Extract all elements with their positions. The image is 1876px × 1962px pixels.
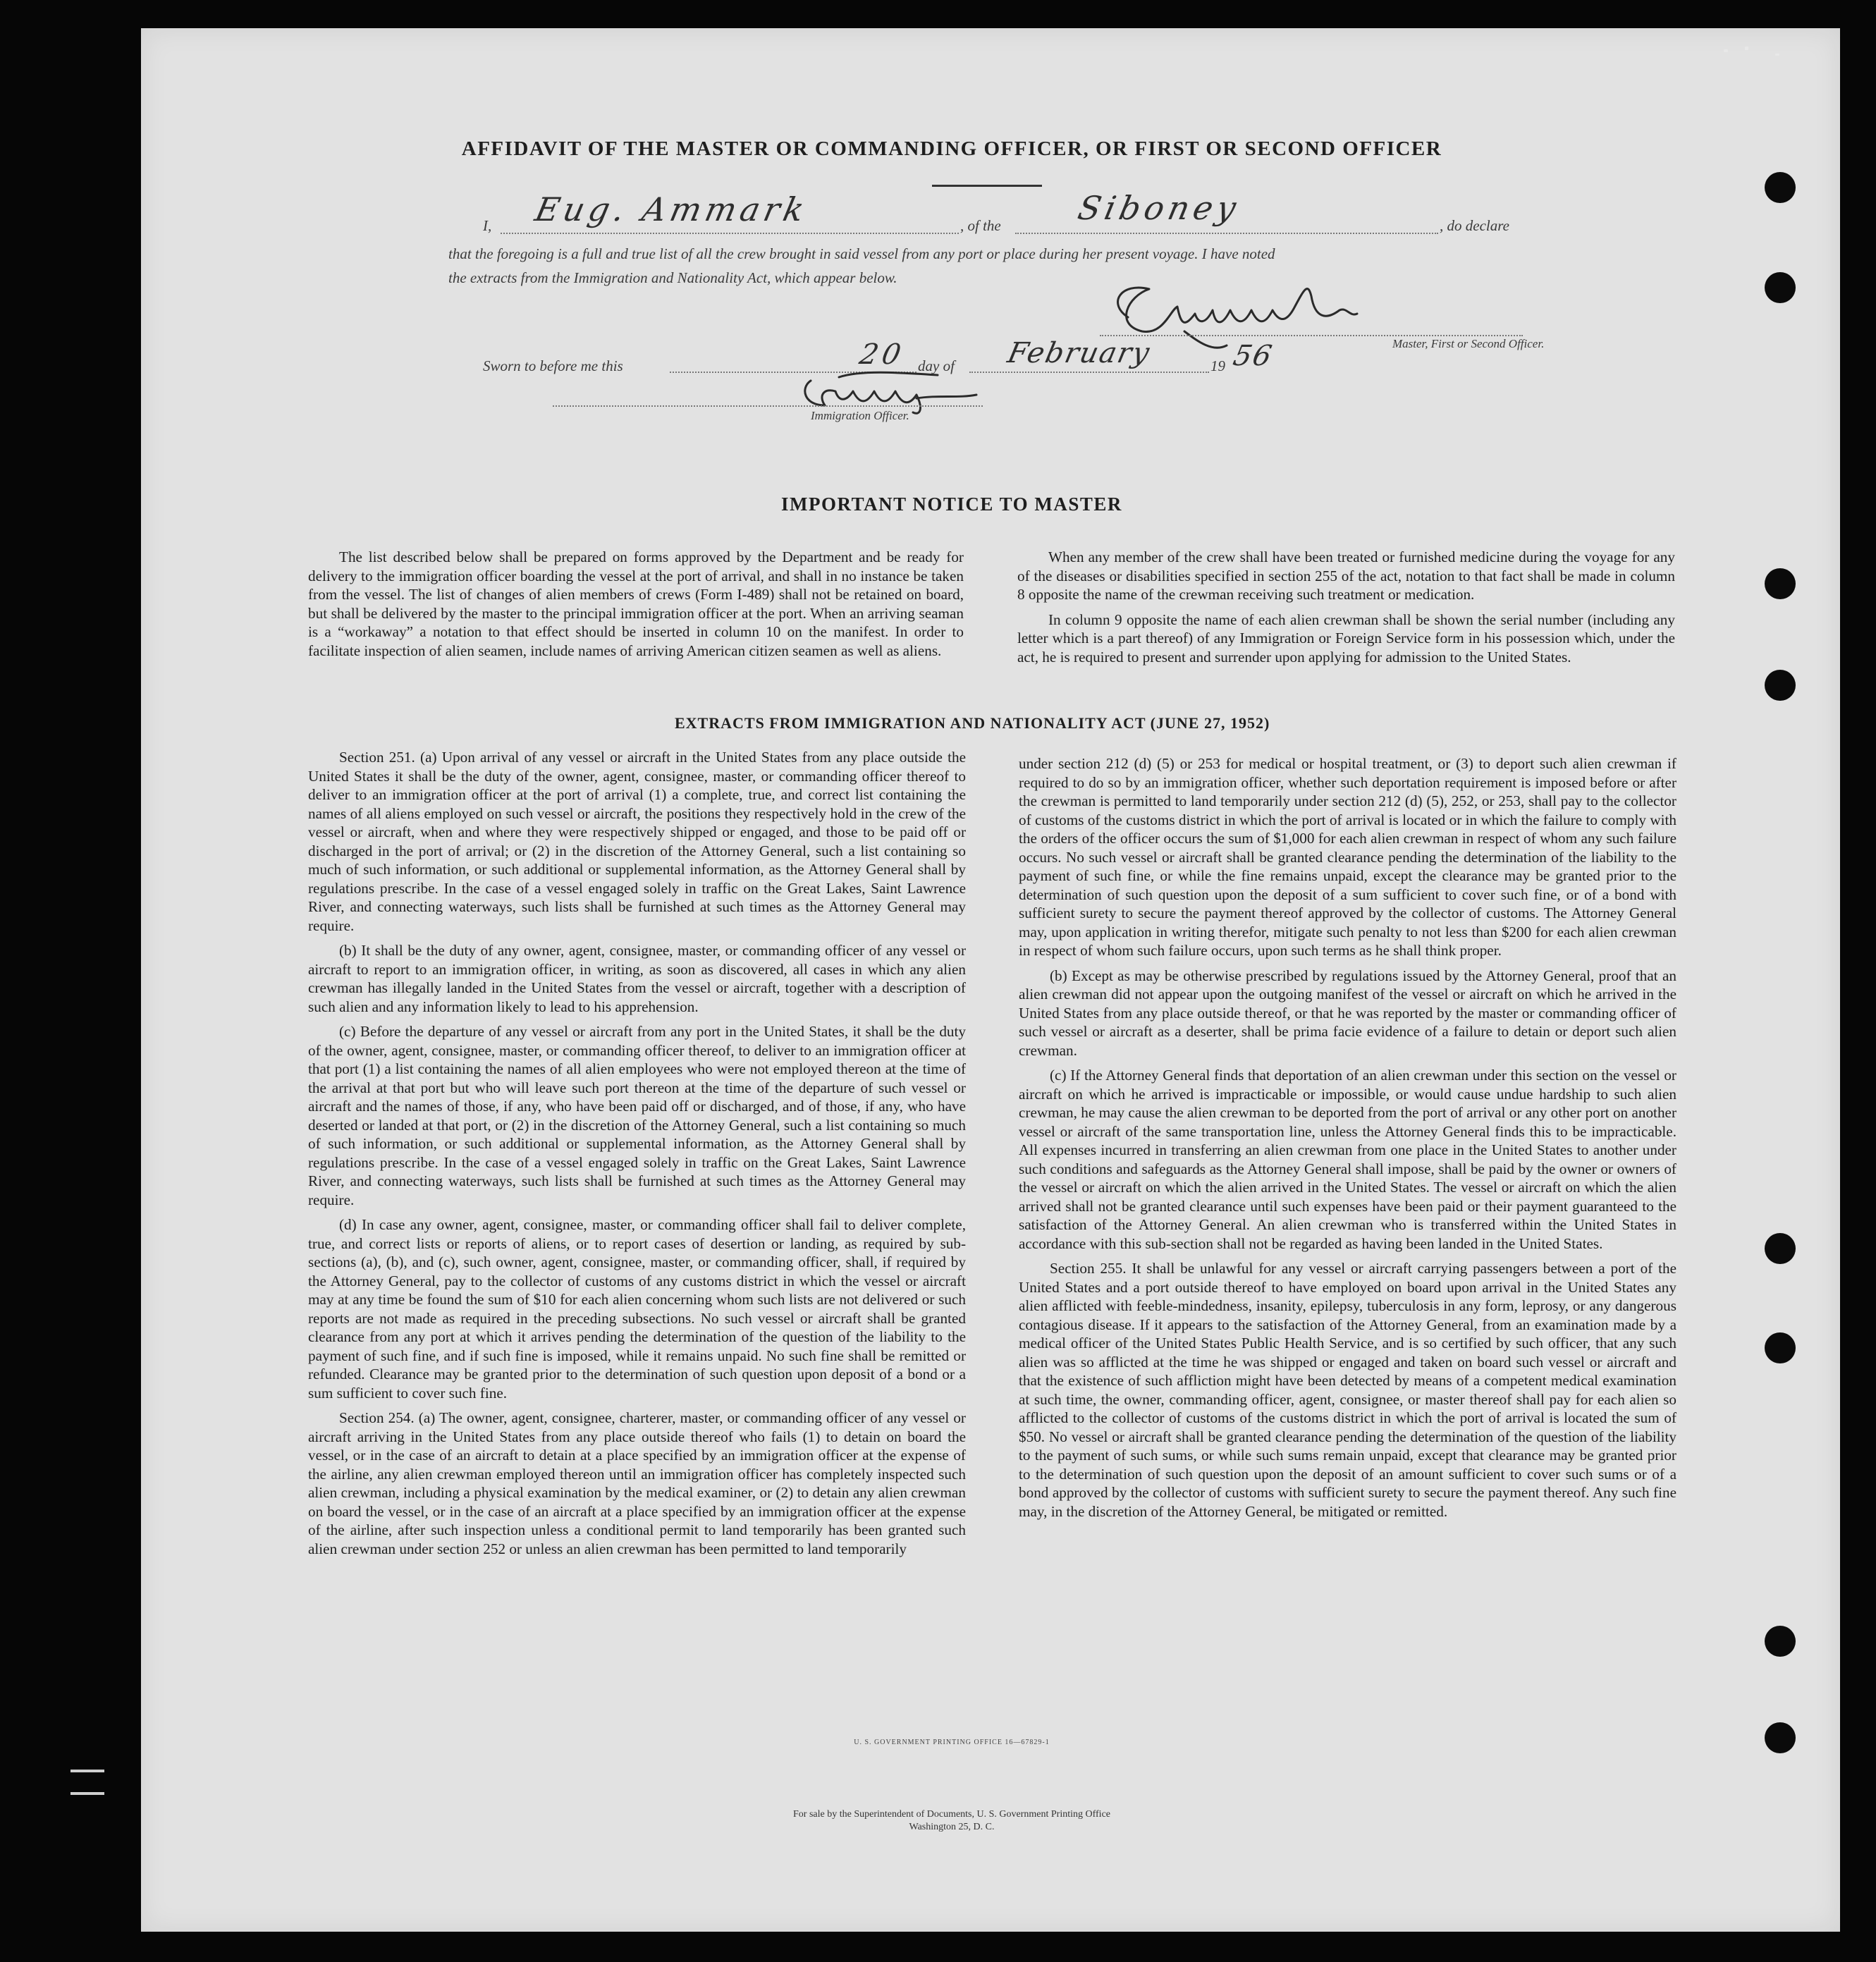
declaration-line-2: the extracts from the Immigration and Nationality Act, which appear below. [448,269,897,286]
sworn-label: Sworn to before me this [483,357,623,374]
sale-line-2: Washington 25, D. C. [909,1822,995,1832]
punch-hole [1765,272,1796,303]
section-255: Section 255. It shall be unlawful for any vessel or aircraft carrying passengers between a port of the United States and a port outside thereof to have employed on board upon arrival in the United States any alien afflicted with feeble-mindedness, insanity, epilepsy, tuberculosis in any form, leprosy, or any dangerous contagious disease. If it appears to the satisfaction of the Attorney General, from an examination made by a medical officer of the United States Public Health Service, and is so certified by such officer, that any such alien was so afflicted at the time he was shipped or engaged and taken on board such vessel or aircraft and that the existence of such affliction might have been detected by means of a competent medical examination at such time, the owner, commanding officer, agent, consignee, or master thereof shall pay for each alien so afflicted to the collector of customs of the customs district in which the port of arrival is located the sum of $50. No vessel or aircraft shall be granted clearance pending the determination of the question of the liability to the payment of such sums, or while such sums remain unpaid, except that clearance may be granted prior to the determination of such question upon the deposit of an amount sufficient to cover such sums or of a bond approved by the collector of customs with sufficient surety to secure the payment thereof. Any such fine may, in the discretion of the Attorney General, be mitigated or remitted. [1019,1260,1676,1520]
scan-speck [1745,47,1748,50]
scan-speck [1775,54,1779,56]
immigration-officer-caption: Immigration Officer. [811,409,909,422]
notice-left-column [308,548,964,666]
punch-hole [1765,1722,1796,1753]
notice-right-column [1017,548,1675,673]
declaration-line-1: that the foregoing is a full and true list of all the crew brought in said vessel from any port or place during her present voyage. I have noted [448,245,1275,262]
punch-hole [1765,1332,1796,1363]
punch-hole [1765,1626,1796,1657]
month-handwritten: February [1005,337,1154,369]
affidavit-title: AFFIDAVIT OF THE MASTER OR COMMANDING OFFICER, OR FIRST OR SECOND OFFICER [461,137,1442,160]
sworn-month-line [969,372,1209,373]
of-the-label: , of the [960,217,1001,234]
punch-hole [1765,172,1796,203]
sale-line-1: For sale by the Superintendent of Documents, U. S. Government Printing Office [793,1809,1110,1820]
signature-caption: Master, First or Second Officer. [1392,337,1545,350]
scan-speck [1724,49,1728,52]
section-254-b: (b) Except as may be otherwise prescribed by regulations issued by the Attorney General, proof that an alien crewman did not appear upon the outgoing manifest of the vessel or aircraft on which he arrived in the United States from any place outside thereof, or that he was reported by the master or commanding officer of such vessel or aircraft as a deserter, shall be prima facie evidence of a failure to detain or deport such alien crewman. [1019,967,1676,1059]
section-254-a: Section 254. (a) The owner, agent, consignee, charterer, master, or commanding officer of any vessel or aircraft arriving in the United States from any place outside thereof who fails (1) to detain on board the vessel, or in the case of an aircraft to detain at a place specified by an immigration officer at the expense of the airline, any alien crewman employed thereon until an immigration officer has completely inspected such alien crewman, including a physical examination by the medical examiner, or (2) to detain any alien crewman on board the vessel, or in the case of an aircraft at a place specified by an immigration officer at the expense of the airline, after such inspection unless a conditional permit to land temporarily has been granted such alien crewman under section 252 or unless an alien crewman has been permitted to land temporarily [308,1409,966,1557]
i-label: I, [483,217,492,234]
punch-hole [1765,568,1796,599]
section-254-a-continued: under section 212 (d) (5) or 253 for medical or hospital treatment, or (3) to deport such alien crewman if required to do so by an immigration officer, whether such deportation requirement is imposed before or after the crewman is permitted to land temporarily under section 212 (d) (5), 252, or 253, shall pay to the collector of customs of the customs district in which the port of arrival is located or in which the failure to comply with the orders of the officer occurs the sum of $1,000 for each alien crewman in respect of whom any such failure occurs. No such vessel or aircraft shall be granted clearance pending the determination of the liability to the payment of such fine, or while the fine remains unpaid, except the clearance may be granted prior to the determination of such question upon the deposit of a sum sufficient to cover such fine, or of a bond with sufficient surety to secure the payment thereof approved by the collector of customs. The Attorney General may, upon application in writing therefor, mitigate such penalty to not less than $200 for each alien crewman in respect of whom such failure occurs, upon such terms as he shall think proper. [1019,755,1676,959]
notice-right-paragraph-2: In column 9 opposite the name of each alien crewman shall be shown the serial number (including any letter which is a part thereof) of any Immigration or Foreign Service form in his possession which, under the act, he is required to present and surrender upon applying for admission to the United States. [1017,611,1675,666]
section-251-c: (c) Before the departure of any vessel or aircraft from any port in the United States, it shall be the duty of the owner, agent, consignee, master, or commanding officer thereof, to deliver to an immigration officer at that port (1) a list containing the names of all alien employees who were not employed thereon at the time of the arrival at that port but who will leave such port thereon at the time of the departure of such vessel or aircraft and the names of those, if any, who have been paid off or discharged, and of those, if any, who have deserted or landed at that port, or (2) in the discretion of the Attorney General, such a list containing so much of such information, or such additional or supplemental information, as the Attorney General shall by regulations prescribe. In the case of a vessel engaged solely in traffic on the Great Lakes, Saint Lawrence River, and connecting waterways, such lists shall be furnished at such times as the Attorney General may require. [308,1023,966,1208]
notice-left-paragraph: The list described below shall be prepared on forms approved by the Department and be ready for delivery to the immigration officer boarding the vessel at the port of arrival, and shall in no instance be taken from the vessel. The list of changes of alien members of crews (Form I-489) shall not be retained on board, but shall be delivered by the master to the principal immigration officer at the port. When an arriving seaman is a “workaway” a notation to that effect should be inserted in column 10 on the manifest. In order to facilitate inspection of alien seamen, include names of arriving American citizen seamen as well as aliens. [308,548,964,659]
section-251-b: (b) It shall be the duty of any owner, agent, consignee, master, or commanding officer of any vessel or aircraft to report to an immigration officer, in writing, as soon as discovered, all cases in which any alien crewman has illegally landed in the United States from the vessel or aircraft, together with a description of such alien and any information likely to lead to his apprehension. [308,942,966,1015]
punch-hole [1765,1233,1796,1264]
officer-name-handwritten: Eug. Ammark [532,190,812,228]
extracts-heading: EXTRACTS FROM IMMIGRATION AND NATIONALITY ACT (JUNE 27, 1952) [675,714,1270,732]
day-of-label: day of [918,357,955,374]
day-handwritten: 20 [857,338,908,371]
extracts-left-column [308,748,966,1564]
year-prefix: 19 [1210,357,1225,374]
vessel-name-line [1015,233,1438,234]
punch-hole [1765,670,1796,701]
notice-heading: IMPORTANT NOTICE TO MASTER [781,493,1122,515]
officer-signature-line [1100,335,1523,336]
notice-right-paragraph-1: When any member of the crew shall have been treated or furnished medicine during the voyage for any of the diseases or disabilities specified in section 255 of the act, notation to that fact shall be made in column 8 opposite the name of the crewman receiving such treatment or medication. [1017,548,1675,603]
declare-label: , do declare [1440,217,1509,234]
year-handwritten: 56 [1230,340,1276,372]
section-251-a: Section 251. (a) Upon arrival of any vessel or aircraft in the United States from any place outside the United States it shall be the duty of the owner, agent, consignee, master, or commanding officer thereof to deliver to an immigration officer at the port of arrival (1) a complete, true, and correct list containing the names of all aliens employed on such vessel or aircraft, the positions they respectively hold in the crew of the vessel or aircraft, when and where they were respectively shipped or engaged, and those to be paid off or discharged in the port of arrival; or (2) in the discretion of the Attorney General, such a list containing so much of such information, or such additional or supplemental information, as the Attorney General shall by regulations prescribe. In the case of a vessel engaged solely in traffic on the Great Lakes, Saint Lawrence River, and connecting waterways, such lists shall be furnished at such times as the Attorney General may require. [308,749,966,934]
section-254-c: (c) If the Attorney General finds that deportation of an alien crewman under this section on the vessel or aircraft on which he arrived is impracticable or impossible, or would cause undue hardship to such alien crewman, he may cause the alien crewman to be deported from the port of arrival or any other port on another vessel or aircraft of the same transportation line, unless the Attorney General finds this to be impracticable. All expenses incurred in transferring an alien crewman from one place in the United States to another under such conditions and safeguards as the Attorney General shall impose, shall be paid by the owner or owners of the vessel or aircraft on which the alien arrived in the United States. The vessel or aircraft on which the alien arrived shall not be granted clearance until such expenses have been paid or their payment guaranteed to the satisfaction of the Attorney General. An alien crewman who is transferred within the United States in accordance with this sub-section shall not be regarded as having been landed in the United States. [1019,1067,1676,1252]
immigration-officer-line [553,405,983,407]
title-rule [932,185,1042,187]
extracts-right-column [1019,754,1676,1527]
section-251-d: (d) In case any owner, agent, consignee, master, or commanding officer shall fail to deliver complete, true, and correct lists or reports of aliens, or to report cases of desertion or landing, as required by sub-sections (a), (b), and (c), such owner, agent, consignee, master, or commanding officer, shall, if required by the Attorney General, pay to the collector of customs of any customs district in which the vessel or aircraft may at any time be found the sum of $10 for each alien concerning whom such lists are not delivered or such reports are not made as required in the preceding subsections. No such vessel or aircraft shall be granted clearance from any port at which it arrives pending the determination of the question of the liability to the payment of such fine, and if such fine is imposed, while it remains unpaid. No such fine shall be remitted or refunded. Clearance may be granted prior to the determination of such question upon deposit of a bond or a sum sufficient to cover such fine. [308,1216,966,1402]
scan-edge-mark [70,1770,104,1795]
printing-office-code: U. S. GOVERNMENT PRINTING OFFICE 16—67829-1 [854,1739,1050,1746]
vessel-name-handwritten: Siboney [1074,189,1244,227]
sale-notice [634,1808,1269,1834]
officer-name-line [501,233,959,234]
